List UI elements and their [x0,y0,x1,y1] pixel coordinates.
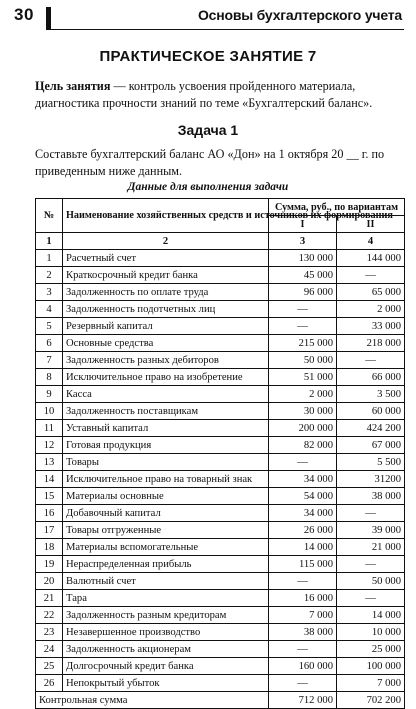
table-row [36,556,405,573]
table-row [36,573,405,590]
row-name: Непокрытый убыток [63,675,269,692]
table-row [36,403,405,420]
task-text: Составьте бухгалтерский баланс АО «Дон» на 1 октября 20 __ г. по приведенным ниже данным. [35,147,385,178]
row-value-variant-1: 45 000 [269,267,337,284]
row-value-variant-2: 38 000 [337,488,405,505]
row-value-variant-1: 54 000 [269,488,337,505]
row-value-variant-2: 33 000 [337,318,405,335]
header-num: № [36,199,63,233]
table-row [36,386,405,403]
table-row [36,267,405,284]
row-value-variant-2: 3 500 [337,386,405,403]
row-name: Задолженность поставщикам [63,403,269,420]
table-row [36,284,405,301]
row-name: Резервный капитал [63,318,269,335]
row-number: 22 [36,607,63,624]
row-number: 13 [36,454,63,471]
row-value-variant-1: — [269,641,337,658]
table-row [36,437,405,454]
row-value-variant-2: 21 000 [337,539,405,556]
table-row [36,318,405,335]
row-value-variant-2: 7 000 [337,675,405,692]
row-value-variant-2: 39 000 [337,522,405,539]
row-value-variant-1: 96 000 [269,284,337,301]
row-value-variant-2: 25 000 [337,641,405,658]
row-name: Исключительное право на изобретение [63,369,269,386]
row-name: Товары отгруженные [63,522,269,539]
row-name: Основные средства [63,335,269,352]
row-value-variant-1: 34 000 [269,471,337,488]
row-number: 14 [36,471,63,488]
header-bar [46,7,51,29]
row-value-variant-2: 100 000 [337,658,405,675]
row-value-variant-2: — [337,590,405,607]
index-cell: 2 [63,233,269,250]
row-value-variant-1: 130 000 [269,250,337,267]
row-name: Задолженность акционерам [63,641,269,658]
table-row [36,539,405,556]
row-name: Добавочный капитал [63,505,269,522]
index-row [36,233,405,250]
table-row [36,250,405,267]
total-label: Контрольная сумма [36,692,269,709]
row-value-variant-1: 30 000 [269,403,337,420]
row-number: 6 [36,335,63,352]
header-sum: Сумма, руб., по вариантам [269,199,405,216]
row-value-variant-2: 5 500 [337,454,405,471]
row-value-variant-2: 218 000 [337,335,405,352]
table-row [36,488,405,505]
row-value-variant-2: — [337,505,405,522]
row-value-variant-1: 34 000 [269,505,337,522]
row-number: 10 [36,403,63,420]
row-value-variant-1: 14 000 [269,539,337,556]
row-name: Тара [63,590,269,607]
row-value-variant-1: 160 000 [269,658,337,675]
goal-paragraph [35,78,403,112]
row-value-variant-2: 50 000 [337,573,405,590]
row-number: 1 [36,250,63,267]
total-value-variant-2: 702 200 [337,692,405,709]
row-name: Задолженность по оплате труда [63,284,269,301]
table-row [36,675,405,692]
row-name: Краткосрочный кредит банка [63,267,269,284]
row-name: Валютный счет [63,573,269,590]
table-caption: Данные для выполнения задачи [127,181,289,193]
goal-label: Цель занятия [35,79,111,93]
row-value-variant-2: 65 000 [337,284,405,301]
table-row [36,369,405,386]
page-title: ПРАКТИЧЕСКОЕ ЗАНЯТИЕ 7 [99,48,317,65]
table-row [36,590,405,607]
row-number: 4 [36,301,63,318]
table-row [36,607,405,624]
row-name: Уставный капитал [63,420,269,437]
row-number: 11 [36,420,63,437]
row-value-variant-1: — [269,675,337,692]
row-number: 9 [36,386,63,403]
row-name: Товары [63,454,269,471]
row-value-variant-2: 14 000 [337,607,405,624]
row-value-variant-1: — [269,573,337,590]
row-value-variant-2: — [337,556,405,573]
header-rule [46,29,404,30]
row-name: Незавершенное производство [63,624,269,641]
table-body [36,233,405,709]
table-row [36,301,405,318]
row-name: Нераспределенная прибыль [63,556,269,573]
row-value-variant-2: — [337,352,405,369]
row-number: 16 [36,505,63,522]
goal-text: — контроль усвоения пройденного материала, диагностика прочности знаний по теме «Бухгалтерский баланс». [35,79,373,110]
table-row [36,522,405,539]
header-name: Наименование хозяйственных средств и источников их формирования [63,199,269,233]
row-name: Материалы основные [63,488,269,505]
table-row [36,641,405,658]
table-row [36,471,405,488]
row-number: 24 [36,641,63,658]
row-name: Касса [63,386,269,403]
row-number: 7 [36,352,63,369]
row-name: Задолженность разных дебиторов [63,352,269,369]
table-row [36,505,405,522]
table-row [36,420,405,437]
row-name: Материалы вспомогательные [63,539,269,556]
row-number: 19 [36,556,63,573]
table-row [36,658,405,675]
row-name: Долгосрочный кредит банка [63,658,269,675]
row-number: 23 [36,624,63,641]
row-number: 15 [36,488,63,505]
page-header [0,0,416,30]
row-value-variant-1: — [269,318,337,335]
row-name: Готовая продукция [63,437,269,454]
row-number: 26 [36,675,63,692]
total-value-variant-1: 712 000 [269,692,337,709]
row-value-variant-2: 67 000 [337,437,405,454]
row-value-variant-2: 144 000 [337,250,405,267]
row-number: 18 [36,539,63,556]
row-number: 5 [36,318,63,335]
total-row [36,692,405,709]
header-variant-1: I [269,216,337,233]
index-cell: 4 [337,233,405,250]
row-value-variant-1: 50 000 [269,352,337,369]
row-name: Задолженность разным кредиторам [63,607,269,624]
row-number: 8 [36,369,63,386]
running-title: Основы бухгалтерского учета [197,7,402,23]
row-value-variant-2: — [337,267,405,284]
row-value-variant-1: 115 000 [269,556,337,573]
row-name: Исключительное право на товарный знак [63,471,269,488]
row-number: 25 [36,658,63,675]
table-row [36,352,405,369]
page-number: 30 [14,5,34,24]
row-value-variant-2: 2 000 [337,301,405,318]
index-cell: 3 [269,233,337,250]
data-table [35,198,405,709]
row-value-variant-1: — [269,454,337,471]
row-number: 21 [36,590,63,607]
header-variant-2: II [337,216,405,233]
row-value-variant-1: 200 000 [269,420,337,437]
row-value-variant-2: 10 000 [337,624,405,641]
row-value-variant-1: — [269,301,337,318]
row-value-variant-1: 7 000 [269,607,337,624]
row-number: 12 [36,437,63,454]
index-cell: 1 [36,233,63,250]
table-row [36,454,405,471]
table-row [36,624,405,641]
row-value-variant-1: 51 000 [269,369,337,386]
row-value-variant-2: 66 000 [337,369,405,386]
row-value-variant-1: 16 000 [269,590,337,607]
row-name: Расчетный счет [63,250,269,267]
row-number: 3 [36,284,63,301]
table-row [36,335,405,352]
row-number: 20 [36,573,63,590]
row-number: 2 [36,267,63,284]
task-title: Задача 1 [177,122,239,138]
row-number: 17 [36,522,63,539]
row-value-variant-1: 38 000 [269,624,337,641]
row-value-variant-2: 424 200 [337,420,405,437]
row-value-variant-1: 26 000 [269,522,337,539]
row-value-variant-1: 2 000 [269,386,337,403]
row-value-variant-1: 215 000 [269,335,337,352]
row-value-variant-2: 60 000 [337,403,405,420]
row-name: Задолженность подотчетных лиц [63,301,269,318]
row-value-variant-2: 31200 [337,471,405,488]
row-value-variant-1: 82 000 [269,437,337,454]
